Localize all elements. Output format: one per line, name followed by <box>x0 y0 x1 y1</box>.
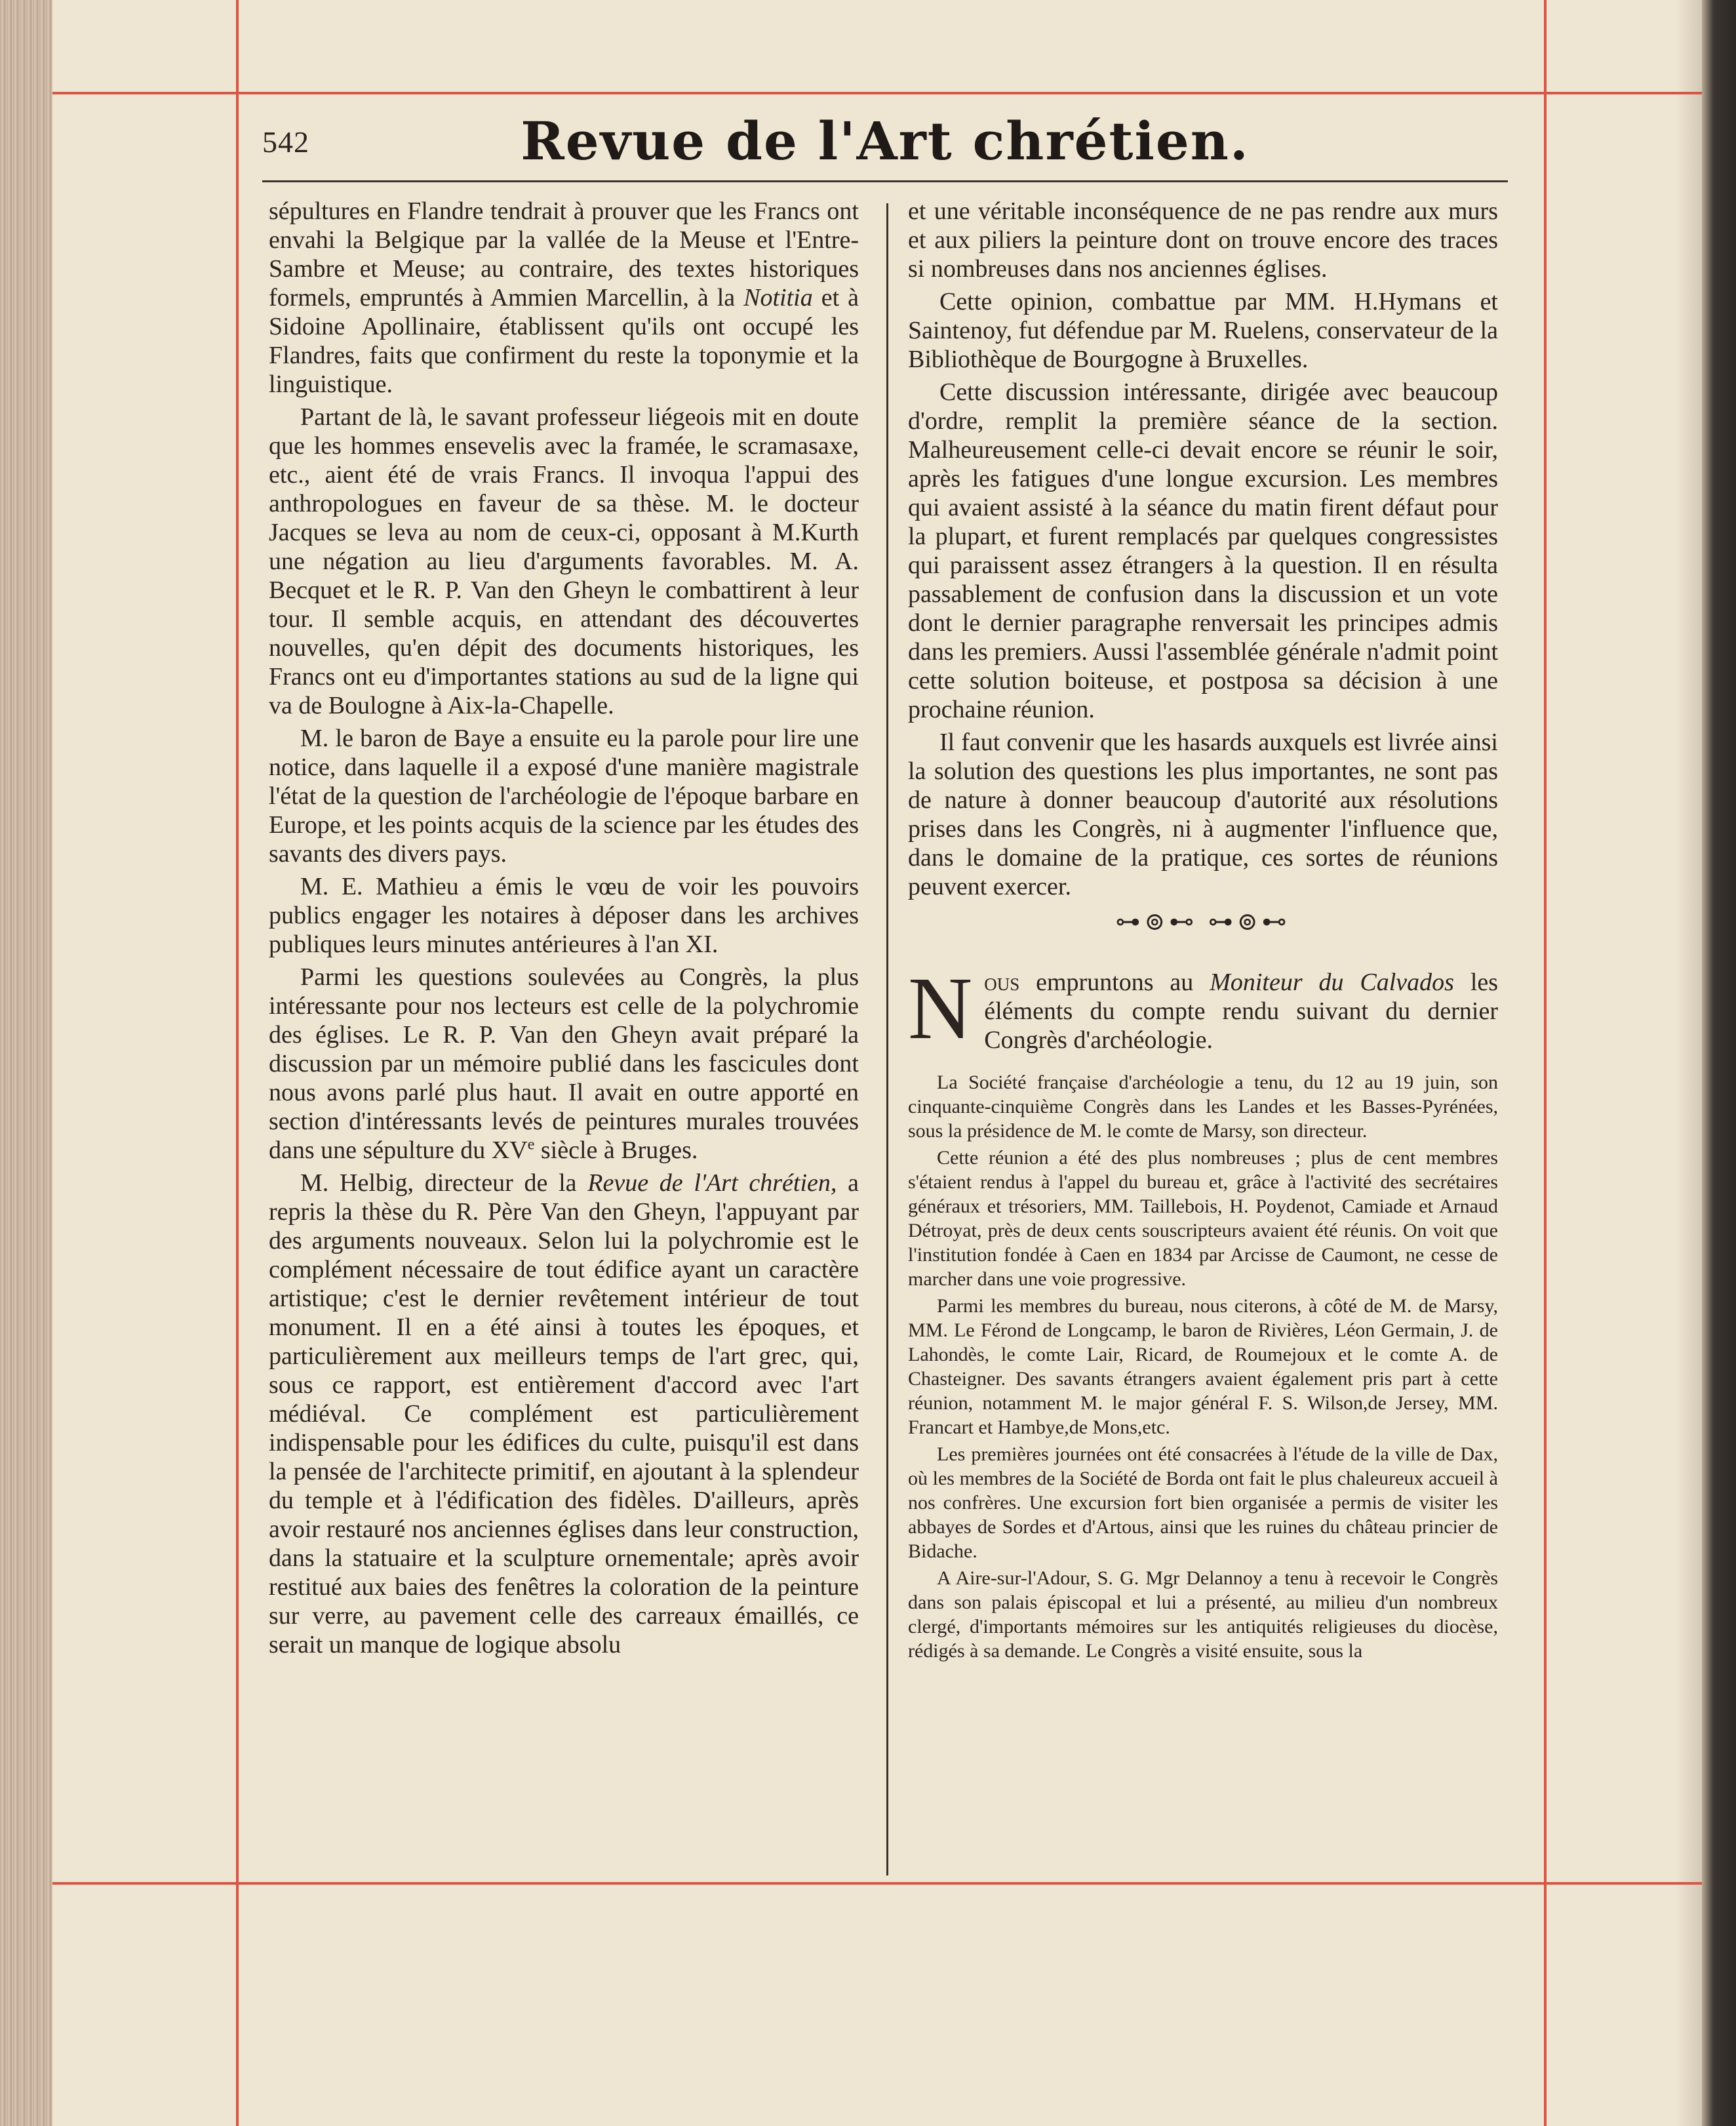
red-rule-left <box>236 0 239 2126</box>
paragraph: Les premières journées ont été consacrées à l'étude de la ville de Dax, où les membres de la Société de Borda ont fait le plus chaleureux accueil à nos confrères. Une excursion fort bien organisée a permis de visiter les abbayes de Sordes et d'Artous, ainsi que les ruines du château princier de Bidache. <box>908 1443 1498 1562</box>
paragraph: M. le baron de Baye a ensuite eu la parole pour lire une notice, dans laquelle il a exposé d'une manière magistrale l'état de la question de l'archéologie de l'époque barbare en Europe, et les points acquis de la science par les études des savants des divers pays. <box>269 725 859 868</box>
page-number: 542 <box>262 125 309 159</box>
paragraph: Partant de là, le savant professeur liégeois mit en doute que les hommes ensevelis avec la framée, le scramasaxe, etc., aient été de vrais Francs. Il invoqua l'appui des anthropologues en faveur de sa thèse. M. le docteur Jacques se leva au nom de ceux-ci, opposant à M.Kurth une négation au lieu d'arguments favorables. M. A. Becquet et le R. P. Van den Gheyn le combattirent à leur tour. Il semble acquis, en attendant des découvertes nouvelles, qu'en dépit des documents historiques, les Francs ont eu d'importantes stations au sud de la ligne qui va de Boulogne à Aix-la-Chapelle. <box>269 403 859 719</box>
red-rule-right <box>1544 0 1547 2126</box>
section-ornament: ⊶⊚⊷ ⊶⊚⊷ <box>1115 908 1291 936</box>
paragraph: sépultures en Flandre tendrait à prouver que les Francs ont envahi la Belgique par la vallée de la Meuse et l'Entre-Sambre et Meuse; au contraire, des textes historiques formels, empruntés à Ammien Marcellin, à la Notitia et à Sidoine Apollinaire, établissent qu'ils ont occupé les Flandres, faits que confirment du reste la toponymie et la linguistique. <box>269 197 859 398</box>
header-rule <box>262 180 1508 182</box>
book-page-edges <box>0 0 52 2126</box>
paragraph: M. E. Mathieu a émis le vœu de voir les pouvoirs publics engager les notaires à déposer dans les archives publiques leurs minutes antérieures à l'an XI. <box>269 873 859 958</box>
paragraph-dropcap: Nous empruntons au Moniteur du Calvados les éléments du compte rendu suivant du dernier Congrès d'archéologie. <box>908 959 1499 1058</box>
book-gutter <box>1702 0 1736 2126</box>
paragraph: Cette réunion a été des plus nombreuses ; plus de cent membres s'étaient rendus à l'appel du bureau et, grâce à l'activité des secrétaires généraux et trésoriers, MM. Taillebois, H. Poydenot, Camiade et Arnaud Détroyat, près de deux cents souscripteurs avaient été réunis. On voit que l'institution fondée à Caen en 1834 par Arcisse de Caumont, ne cesse de marcher dans une voie progressive. <box>908 1147 1498 1290</box>
red-rule-bottom <box>52 1882 1702 1885</box>
drop-cap: N <box>908 959 973 1058</box>
paragraph: Parmi les questions soulevées au Congrès, la plus intéressante pour nos lecteurs est celle de la polychromie des églises. Le R. P. Van den Gheyn avait préparé la discussion par un mémoire publié dans les fascicules dont nous avons parlé plus haut. Il avait en outre apporté en section d'intéressants levés de peintures murales trouvées dans une sépulture du XVe siècle à Bruges. <box>269 963 859 1164</box>
report-excerpt <box>908 1070 1498 1663</box>
red-rule-top <box>52 92 1702 94</box>
paragraph: Cette discussion intéressante, dirigée avec beaucoup d'ordre, remplit la première séance de la section. Malheureusement celle-ci devait encore se réunir le soir, après les fatigues d'une longue excursion. Les membres qui avaient assisté à la séance du matin firent défaut pour la plupart, et furent remplacés par quelques congressistes qui paraissent assez étrangers à la question. Il en résulta passablement de confusion dans la discussion et un vote dont le dernier paragraphe renversait les principes admis dans les premiers. Aussi l'assemblée générale n'admit point cette solution boiteuse, et postposa sa décision à une prochaine réunion. <box>908 378 1498 723</box>
paragraph: Il faut convenir que les hasards auxquels est livrée ainsi la solution des questions les plus importantes, ne sont pas de nature à donner beaucoup d'autorité aux résolutions prises dans les Congrès, ni à augmenter l'influence que, dans le domaine de la pratique, ces sortes de réunions peuvent exercer. <box>908 729 1498 900</box>
right-column <box>908 197 1498 1663</box>
paragraph: La Société française d'archéologie a tenu, du 12 au 19 juin, son cinquante-cinquième Congrès dans les Landes et les Basses-Pyrénées, sous la présidence de M. le comte de Marsy, son directeur. <box>908 1072 1498 1142</box>
running-header <box>262 98 1508 177</box>
paragraph: M. Helbig, directeur de la Revue de l'Art chrétien, a repris la thèse du R. Père Van den Gheyn, l'appuyant par des arguments nouveaux. Selon lui la polychromie est le complément nécessaire de tout édifice ayant un caractère artistique; c'est le dernier revêtement intérieur de tout monument. Il en a été ainsi à toutes les époques, et particulièrement aux meilleurs temps de l'art grec, qui, sous ce rapport, est entièrement d'accord avec l'art médiéval. Ce complément est particulièrement indispensable pour les édifices du culte, puisqu'il est dans la pensée de l'architecte primitif, en ajoutant à la splendeur du temple et à l'édification des fidèles. D'ailleurs, après avoir restauré nos anciennes églises dans leur construction, dans la statuaire et la sculpture ornementale; après avoir restitué aux baies des fenêtres la coloration de la peinture sur verre, au pavement celle des carreaux émaillés, ce serait un manque de logique absolu <box>269 1169 859 1658</box>
paragraph: et une véritable inconséquence de ne pas rendre aux murs et aux piliers la peinture dont on trouve encore des traces si nombreuses dans nos anciennes églises. <box>908 197 1498 283</box>
paragraph: Cette opinion, combattue par MM. H.Hymans et Saintenoy, fut défendue par M. Ruelens, conservateur de la Bibliothèque de Bourgogne à Bruxelles. <box>908 288 1498 373</box>
left-column <box>269 197 859 1659</box>
journal-title: Revue de l'Art chrétien. <box>521 110 1250 172</box>
paragraph: Parmi les membres du bureau, nous citerons, à côté de M. de Marsy, MM. Le Férond de Longcamp, le baron de Rivières, Léon Germain, J. de Lahondès, le comte Lair, Ricard, de Roumejoux et le comte A. de Chasteigner. Des savants étrangers avaient également pris part à cette réunion, notamment M. le major général F. S. Wilson,de Jersey, MM. Francart et Hambye,de Mons,etc. <box>908 1295 1498 1438</box>
page-gutter-shadow <box>1676 0 1702 2126</box>
column-divider <box>886 203 888 1875</box>
paragraph: A Aire-sur-l'Adour, S. G. Mgr Delannoy a tenu à recevoir le Congrès dans son palais épiscopal et lui a présenté, au milieu d'un nombreux clergé, d'importants mémoires sur les antiquités religieuses du diocèse, rédigés à sa demande. Le Congrès a visité ensuite, sous la <box>908 1567 1498 1662</box>
